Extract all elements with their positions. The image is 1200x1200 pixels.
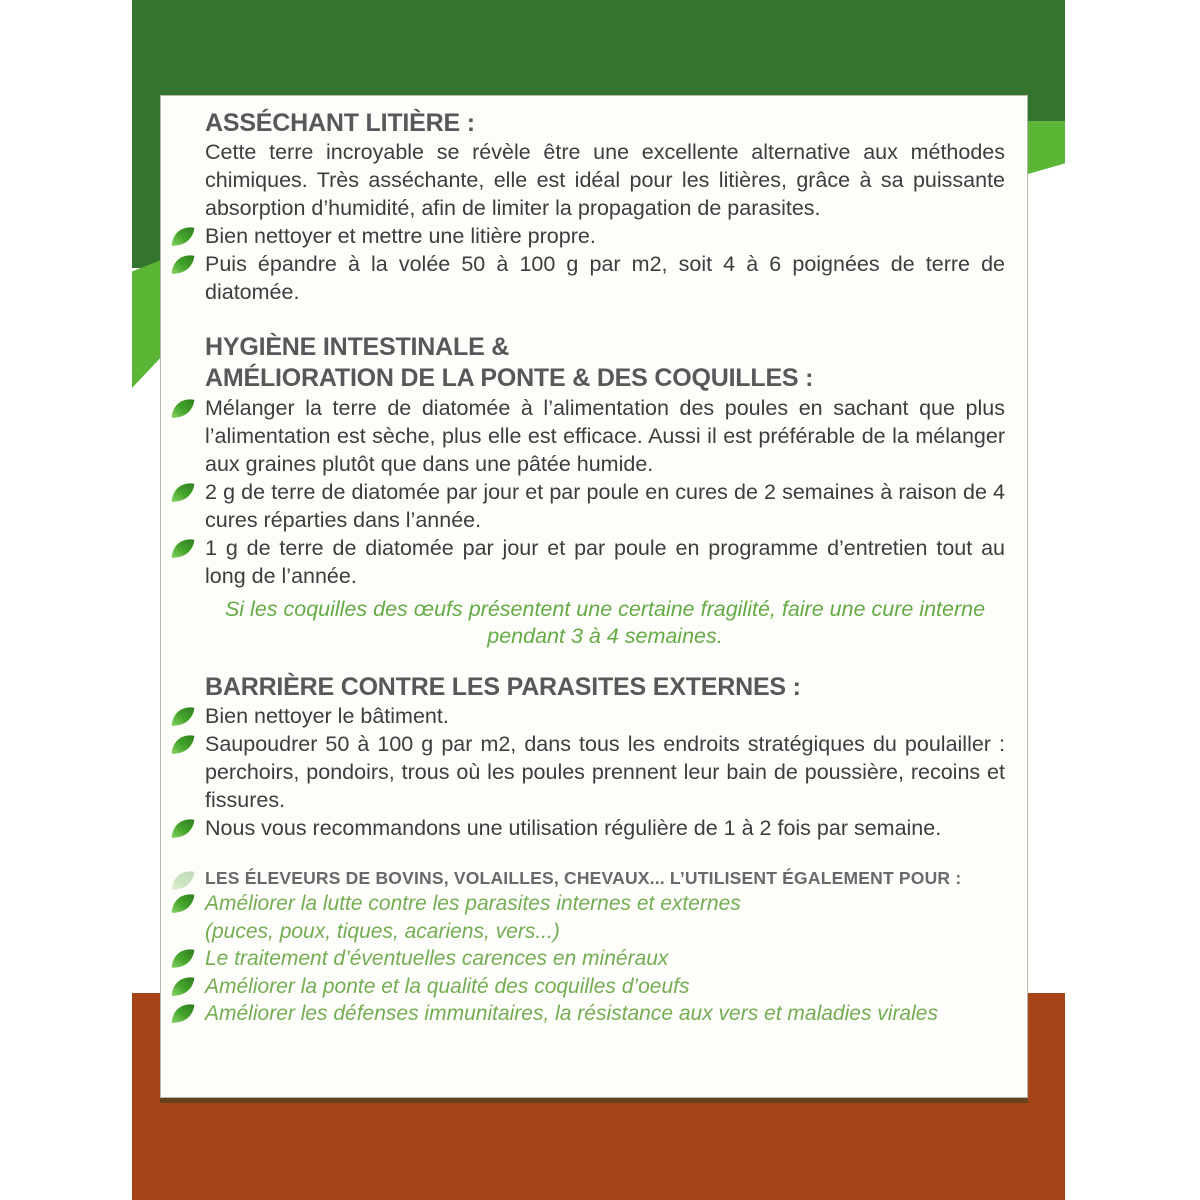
bullet-text: 1 g de terre de diatomée par jour et par poule en programme d’entretien tout au long de l’année. — [205, 536, 1005, 588]
list-item — [205, 945, 1005, 973]
section-assechant-litiere — [205, 108, 1005, 306]
green-item-text: Améliorer la ponte et la qualité des coquilles d’oeufs — [205, 974, 690, 998]
fragility-note — [205, 596, 1005, 650]
section-heading: ASSÉCHANT LITIÈRE : — [205, 109, 475, 137]
green-left-ribbon — [132, 0, 161, 268]
section-heading: BARRIÈRE CONTRE LES PARASITES EXTERNES : — [205, 673, 801, 701]
bullet-text: Bien nettoyer et mettre une litière propre. — [205, 224, 596, 248]
green-item-continuation: (puces, poux, tiques, acariens, vers...) — [205, 919, 560, 943]
list-item — [205, 1000, 1005, 1028]
bullet-text: Nous vous recommandons une utilisation régulière de 1 à 2 fois par semaine. — [205, 816, 942, 840]
green-right-ribbon-tip — [1028, 121, 1065, 174]
leaf-icon — [170, 818, 196, 839]
leaf-icon — [170, 254, 196, 275]
bullet-text: Bien nettoyer le bâtiment. — [205, 704, 449, 728]
list-item — [205, 250, 1005, 306]
list-item — [205, 394, 1005, 478]
list-item — [205, 478, 1005, 534]
leaf-icon — [170, 948, 196, 969]
leaf-icon — [170, 482, 196, 503]
green-item-text: Le traitement d’éventuelles carences en minéraux — [205, 947, 669, 970]
leaf-icon — [170, 1003, 196, 1024]
bullet-text: Mélanger la terre de diatomée à l’alimentation des poules en sachant que plus l’alimentation est sèche, plus elle est efficace. Aussi il est préférable de la mélanger aux graines plutôt que dans une pâtée humide. — [205, 396, 1005, 476]
section-heading-line1: HYGIÈNE INTESTINALE & — [205, 333, 510, 361]
leaf-icon — [170, 976, 196, 997]
green-item-text: Améliorer la lutte contre les parasites internes et externes — [205, 892, 741, 915]
green-header-band — [132, 0, 1065, 96]
list-item — [205, 534, 1005, 590]
fragility-note-line1: Si les coquilles des œufs présentent une certaine fragilité, faire une cure interne — [224, 597, 986, 621]
label-card — [160, 95, 1028, 1098]
list-item — [205, 814, 1005, 842]
list-item — [205, 890, 1005, 945]
leaf-icon — [170, 706, 196, 727]
eleveurs-heading-text: LES ÉLEVEURS DE BOVINS, VOLAILLES, CHEVAUX... L’UTILISENT ÉGALEMENT POUR : — [205, 868, 962, 888]
section-eleveurs — [205, 866, 1005, 1028]
list-item — [205, 973, 1005, 1001]
bullet-text: Puis épandre à la volée 50 à 100 g par m2, soit 4 à 6 poignées de terre de diatomée. — [205, 252, 1005, 304]
green-right-ribbon — [1028, 0, 1065, 121]
leaf-icon — [170, 893, 196, 914]
eleveurs-heading — [205, 866, 1005, 890]
bullet-text: Saupoudrer 50 à 100 g par m2, dans tous les endroits stratégiques du poulailler : perchoirs, pondoirs, trous où les poules prennent leur bain de poussière, recoins et fissures. — [205, 732, 1005, 812]
green-item-text: Améliorer les défenses immunitaires, la résistance aux vers et maladies virales — [205, 1002, 938, 1025]
leaf-icon — [170, 870, 196, 891]
section-hygiene-intestinale — [205, 332, 1005, 650]
bullet-text: 2 g de terre de diatomée par jour et par poule en cures de 2 semaines à raison de 4 cures réparties dans l’année. — [205, 480, 1005, 532]
leaf-icon — [170, 538, 196, 559]
leaf-icon — [170, 734, 196, 755]
list-item — [205, 702, 1005, 730]
list-item — [205, 222, 1005, 250]
leaf-icon — [170, 226, 196, 247]
section-heading-line2: AMÉLIORATION DE LA PONTE & DES COQUILLES : — [205, 364, 814, 392]
section-paragraph: Cette terre incroyable se révèle être une excellente alternative aux méthodes chimiques. Très asséchante, elle est idéal pour les litières, grâce à sa puissante absorption d’humidité, afin de limiter la propagation de parasites. — [205, 140, 1005, 220]
section-barriere-parasites — [205, 672, 1005, 842]
leaf-icon — [170, 398, 196, 419]
list-item — [205, 730, 1005, 814]
green-left-ribbon-tip — [132, 260, 161, 388]
fragility-note-line2: pendant 3 à 4 semaines. — [487, 624, 723, 648]
